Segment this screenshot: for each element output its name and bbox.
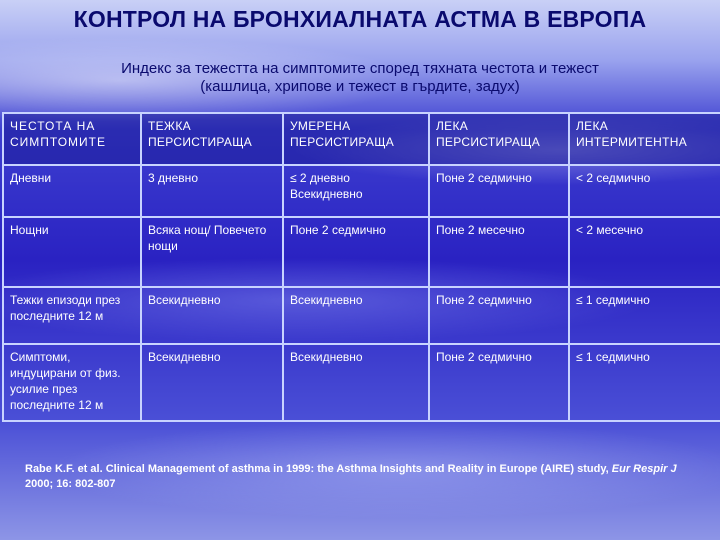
table-cell: < 2 месечно bbox=[569, 217, 720, 287]
table-cell: Всекидневно bbox=[283, 344, 429, 421]
table-cell: Поне 2 седмично bbox=[283, 217, 429, 287]
table-row bbox=[3, 344, 720, 421]
row-label-exercise-symptoms: Симптоми, индуцирани от физ. усилие през последните 12 м bbox=[3, 344, 141, 421]
table-cell: Всекидневно bbox=[141, 344, 283, 421]
table-cell: Всяка нощ/ Повечето нощи bbox=[141, 217, 283, 287]
table-row bbox=[3, 217, 720, 287]
table-row bbox=[3, 287, 720, 344]
table-cell: Всекидневно bbox=[283, 287, 429, 344]
citation-details: 2000; 16: 802-807 bbox=[25, 478, 116, 490]
header-cell-mild-intermittent: ЛЕКА ИНТЕРМИТЕНТНА bbox=[569, 113, 720, 165]
row-label-severe-episodes: Тежки епизоди през последните 12 м bbox=[3, 287, 141, 344]
row-label-nighttime: Нощни bbox=[3, 217, 141, 287]
header-cell-severe-persistent: ТЕЖКА ПЕРСИСТИРАЩА bbox=[141, 113, 283, 165]
table-cell: Всекидневно bbox=[141, 287, 283, 344]
table-cell: Поне 2 седмично bbox=[429, 165, 569, 217]
citation-text: Rabe K.F. et al. Clinical Management of asthma in 1999: the Asthma Insights and Reality in Europe (AIRE) study, bbox=[25, 463, 612, 475]
table-cell: ≤ 1 седмично bbox=[569, 287, 720, 344]
table-cell: ≤ 2 дневно Всекидневно bbox=[283, 165, 429, 217]
table-cell: Поне 2 седмично bbox=[429, 287, 569, 344]
subtitle-line-2: (кашлица, хрипове и тежест в гърдите, задух) bbox=[200, 78, 520, 95]
slide-title: КОНТРОЛ НА БРОНХИАЛНАТА АСТМА В ЕВРОПА bbox=[73, 6, 647, 32]
table-header-row bbox=[3, 113, 720, 165]
header-cell-mild-persistent: ЛЕКА ПЕРСИСТИРАЩА bbox=[429, 113, 569, 165]
table-cell: Поне 2 седмично bbox=[429, 344, 569, 421]
row-label-daytime: Дневни bbox=[3, 165, 141, 217]
table-cell: 3 дневно bbox=[141, 165, 283, 217]
severity-table bbox=[2, 112, 720, 422]
table-row bbox=[3, 165, 720, 217]
header-cell-frequency: ЧЕСТОТА НА СИМПТОМИТЕ bbox=[3, 113, 141, 165]
table-cell: < 2 седмично bbox=[569, 165, 720, 217]
journal-name: Eur Respir J bbox=[611, 463, 677, 475]
table-cell: Поне 2 месечно bbox=[429, 217, 569, 287]
slide-subtitle bbox=[60, 60, 660, 96]
table-cell: ≤ 1 седмично bbox=[569, 344, 720, 421]
source-citation bbox=[25, 462, 685, 492]
header-cell-moderate-persistent: УМЕРЕНА ПЕРСИСТИРАЩА bbox=[283, 113, 429, 165]
subtitle-line-1: Индекс за тежестта на симптомите според тяхната честота и тежест bbox=[121, 60, 599, 77]
